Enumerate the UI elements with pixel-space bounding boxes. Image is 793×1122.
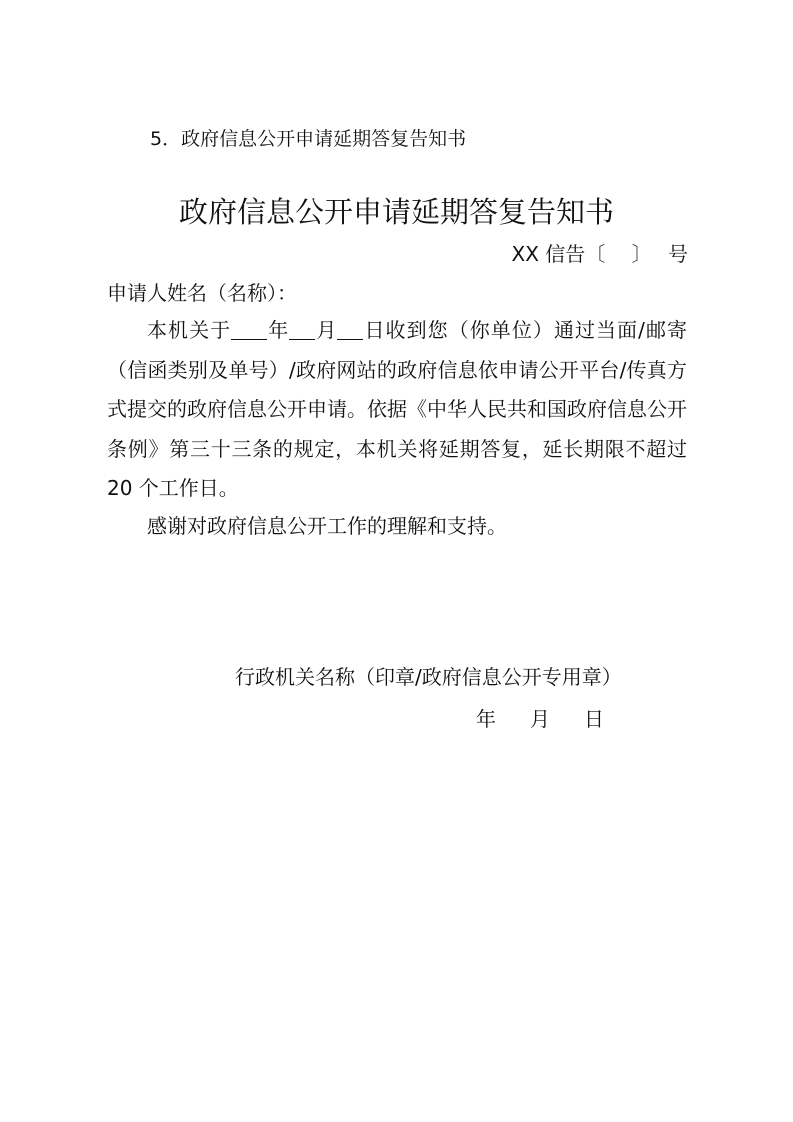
section-heading: 5．政府信息公开申请延期答复告知书 [150, 128, 467, 150]
body-paragraph-notice [107, 311, 687, 509]
document-title: 政府信息公开申请延期答复告知书 [178, 195, 614, 229]
date-month: 月 [530, 707, 550, 731]
date-day: 日 [584, 707, 604, 731]
document-number: XX 信告〔 〕 号 [511, 242, 688, 266]
date-year: 年 [476, 707, 496, 731]
para-text-intro: 本机关于 [147, 318, 232, 342]
salutation: 申请人姓名（名称）： [107, 281, 297, 305]
para-text-body: 日收到您（你单位）通过当面/邮寄（信函类别及单号）/政府网站的政府信息依申请公开平台/传真方式提交的政府信息公开申请。依据《中华人民共和国政府信息公开条例》第三十三条的规定，本机关将延期答复，延长期限不超过 20 个工作日。 [107, 318, 688, 501]
signature-line: 行政机关名称（印章/政府信息公开专用章） [235, 665, 622, 689]
blank-month [289, 319, 315, 340]
para-text-month: 月 [315, 318, 338, 342]
blank-day [337, 319, 363, 340]
body-paragraph-thanks: 感谢对政府信息公开工作的理解和支持。 [147, 514, 507, 538]
blank-year [231, 319, 267, 340]
para-text-year: 年 [267, 318, 290, 342]
date-line [476, 705, 604, 733]
